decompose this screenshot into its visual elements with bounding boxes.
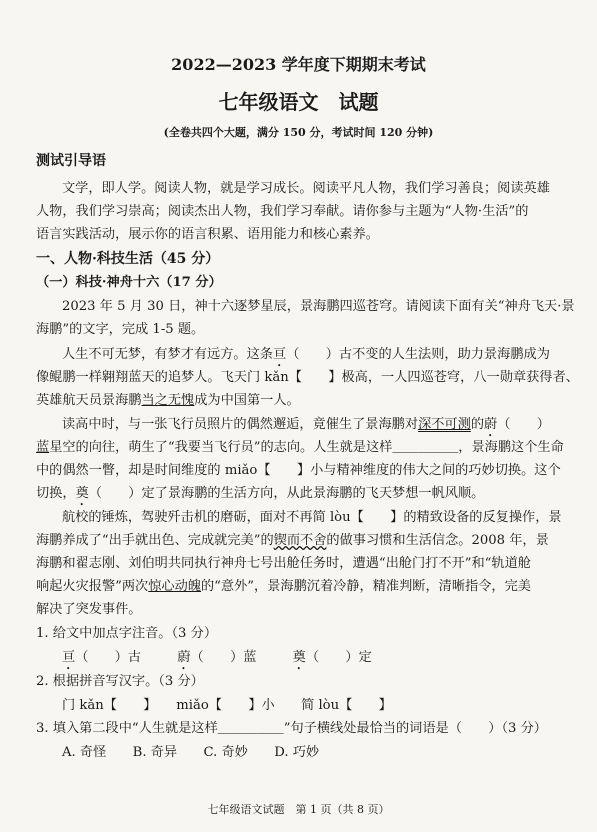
guide-line: 文学，即人学。阅读人物，就是学习成长。阅读平凡人物，我们学习善良；阅读英雄 (62, 181, 550, 196)
page-footer: 七年级语文试题 第 1 页（共 8 页） (207, 803, 390, 816)
text: ，景海鹏这个生命 (458, 440, 564, 455)
paragraph-line (62, 416, 550, 440)
paragraph-line (36, 439, 564, 457)
blank: ＿＿＿＿＿ (392, 440, 459, 455)
answer-blank: （ ）蓝 (190, 650, 257, 665)
text: 读高中时，与一张飞行员照片的偶然邂逅，竟催生了景海鹏对 (62, 417, 419, 432)
text: （ ） (497, 417, 550, 432)
paragraph-line: 海鹏和翟志刚、刘伯明共同执行神舟七号出舱任务时，遭遇“出舱门打不开”和“轨道舱 (36, 556, 531, 571)
text: 的做事习惯和生活信念。2008 年，景 (326, 533, 549, 548)
dotted-char: 奠 (292, 650, 306, 665)
paragraph-line: 解决了突发事件。 (36, 602, 142, 617)
underlined-word: 惊心动魄 (148, 579, 201, 594)
paragraph-line (36, 485, 484, 509)
paragraph-line: 中的偶然一瞥，却是时间维度的 miǎo【 】小与精神维度的伟大之间的巧妙切换。这个 (36, 463, 561, 478)
guide-line: 语言实践活动，展示你的语言积累、语用能力和核心素养。 (36, 227, 379, 242)
paragraph-line (36, 532, 549, 550)
guide-heading: 测试引导语 (36, 153, 106, 169)
question-1-items (62, 649, 372, 673)
exam-instructions: (全卷共四个大题，满分 150 分，考试时间 120 分钟) (163, 126, 434, 139)
answer-blank: （ ）古 (75, 650, 142, 665)
question-2-line: 门 kǎn【 】 miǎo【 】小 简 lòu【 】 (62, 698, 392, 713)
exam-title: 2022—2023 学年度下期期末考试 (171, 55, 426, 74)
paragraph-line (36, 392, 300, 410)
text: （ ）定了景海鹏的生活方向，从此景海鹏的飞天梦想一帆风顺。 (88, 486, 485, 501)
text: 的“意外”，景海鹏沉着冷静，精准判断，清晰指令，完美 (201, 579, 531, 594)
paragraph-line (62, 346, 550, 370)
text: 响起火灾报警”两次 (36, 579, 149, 594)
underlined-word: 当之无愧 (141, 393, 195, 408)
text: 成为中国第一人。 (194, 393, 300, 408)
text: 的 (470, 417, 484, 432)
underlined-word: 深不可测 (418, 417, 471, 432)
paragraph-line: 航校的锤炼，驾驶歼击机的磨砺，面对不再简 lòu【 】的精致设备的反复操作，景 (62, 510, 562, 525)
section-heading: （一）科技·神舟十六（17 分） (36, 275, 222, 290)
intro-line: 海鹏”的文字，完成 1-5 题。 (36, 322, 205, 337)
underlined-word: 锲而不舍 (273, 533, 327, 548)
question-3-stem: 3. 填入第二段中“人生就是这样＿＿＿＿＿”句子横线处最恰当的词语是（ ）（3 分） (36, 721, 547, 736)
part1-heading: 一、人物·科技生活（45 分） (36, 251, 220, 267)
dotted-char: 亘 (62, 650, 76, 665)
dotted-char: 蔚 (177, 650, 191, 665)
text: 人生不可无梦，有梦才有远方。这条 (62, 347, 273, 362)
paragraph-line (36, 578, 531, 596)
text: 英雄航天员景海鹏 (36, 393, 142, 408)
dotted-char: 奠 (75, 486, 89, 501)
text: 海鹏养成了“出手就出色、完成就完美”的 (36, 533, 274, 548)
paragraph-line: 像鲲鹏一样翱翔蓝天的追梦人。飞天门 kǎn【 】极高，一人四巡苍穹，八一勋章获得者、 (36, 370, 579, 385)
question-3-options: A. 奇怪 B. 奇异 C. 奇妙 D. 巧妙 (62, 745, 320, 760)
underlined-word: 蓝 (36, 440, 50, 455)
guide-line: 人物，我们学习崇高；阅读杰出人物，我们学习奉献。请你参与主题为“人物·生活”的 (36, 204, 529, 219)
dotted-char: 蔚 (484, 417, 498, 432)
text: 星空的向往，萌生了“我要当飞行员”的志向。人生就是这样 (49, 440, 393, 455)
intro-line: 2023 年 5 月 30 日，神十六逐梦星辰，景海鹏四巡苍穹。请阅读下面有关“神舟飞天·景 (62, 299, 575, 314)
text: （ ）古不变的人生法则，助力景海鹏成为 (286, 347, 550, 362)
dotted-char: 亘 (273, 347, 287, 362)
text: 切换， (36, 486, 76, 501)
question-2-stem: 2. 根据拼音写汉字。（3 分） (36, 674, 204, 689)
answer-blank: （ ）定 (305, 650, 372, 665)
subject-title: 七年级语文 试题 (218, 90, 379, 114)
question-1-stem: 1. 给文中加点字注音。（3 分） (36, 626, 218, 641)
